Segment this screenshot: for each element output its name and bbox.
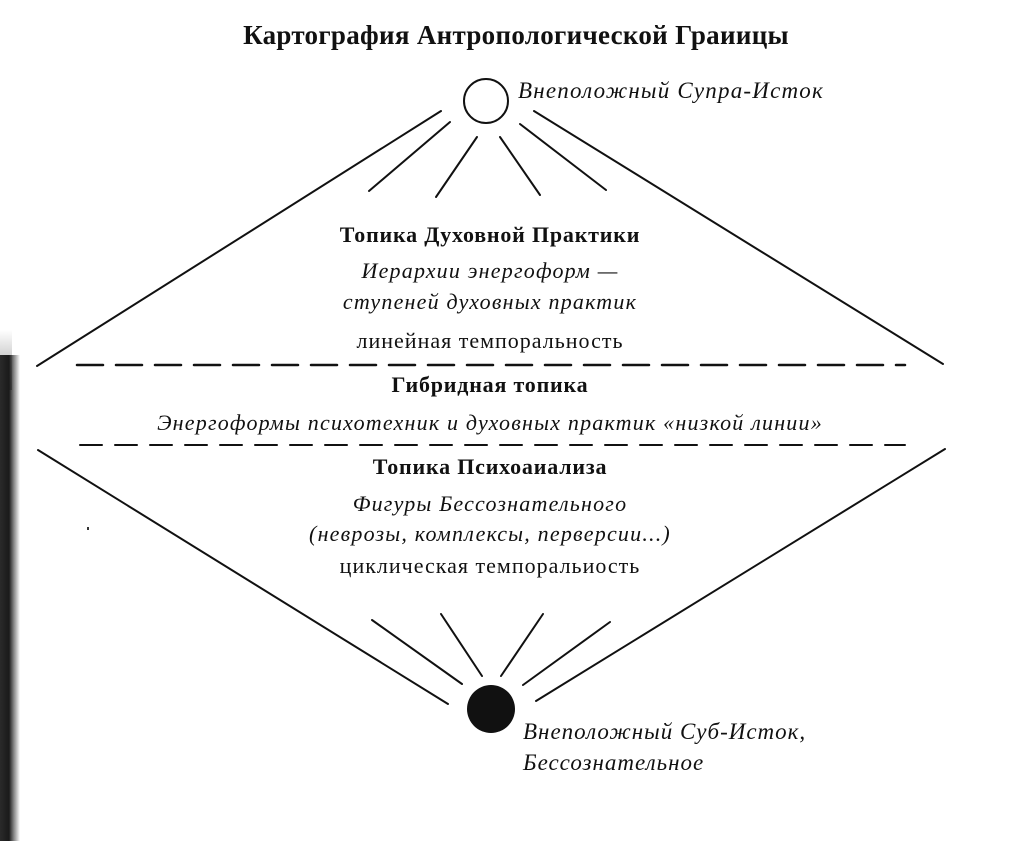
psychoanalysis-topic-heading: Топика Психоаиализа	[372, 454, 608, 479]
psychoanalysis-topic-temporality: циклическая темпоральиость	[339, 553, 641, 578]
sub-source-label-line1: Внеположный Суб-Исток,	[523, 719, 807, 744]
supra-source-circle-icon	[464, 79, 508, 123]
psychoanalysis-topic-line2: (неврозы, комплексы, перверсии...)	[309, 521, 671, 546]
sub-source-label-line2: Бессознательное	[523, 750, 705, 775]
supra-source-label: Внеположный Супра-Исток	[518, 78, 824, 103]
sub-source-label	[523, 716, 806, 778]
hybrid-topic-heading: Гибридная топика	[391, 372, 589, 397]
spiritual-topic-line2: ступеней духовных практик	[342, 289, 638, 314]
hybrid-topic-line1: Энергоформы психотехник и духовных практик «низкой линии»	[157, 410, 823, 435]
spiritual-topic-heading: Топика Духовной Практики	[339, 222, 641, 247]
psychoanalysis-topic-line1: Фигуры Бессознательного	[352, 491, 628, 516]
spiritual-topic-temporality: линейная темпоральность	[356, 328, 624, 353]
lower-rays	[372, 614, 610, 685]
sub-source-circle-icon	[467, 685, 515, 733]
spiritual-topic-line1: Иерархии энергоформ —	[361, 258, 619, 283]
diagram-title: Картография Антропологической Граиицы	[243, 20, 789, 50]
